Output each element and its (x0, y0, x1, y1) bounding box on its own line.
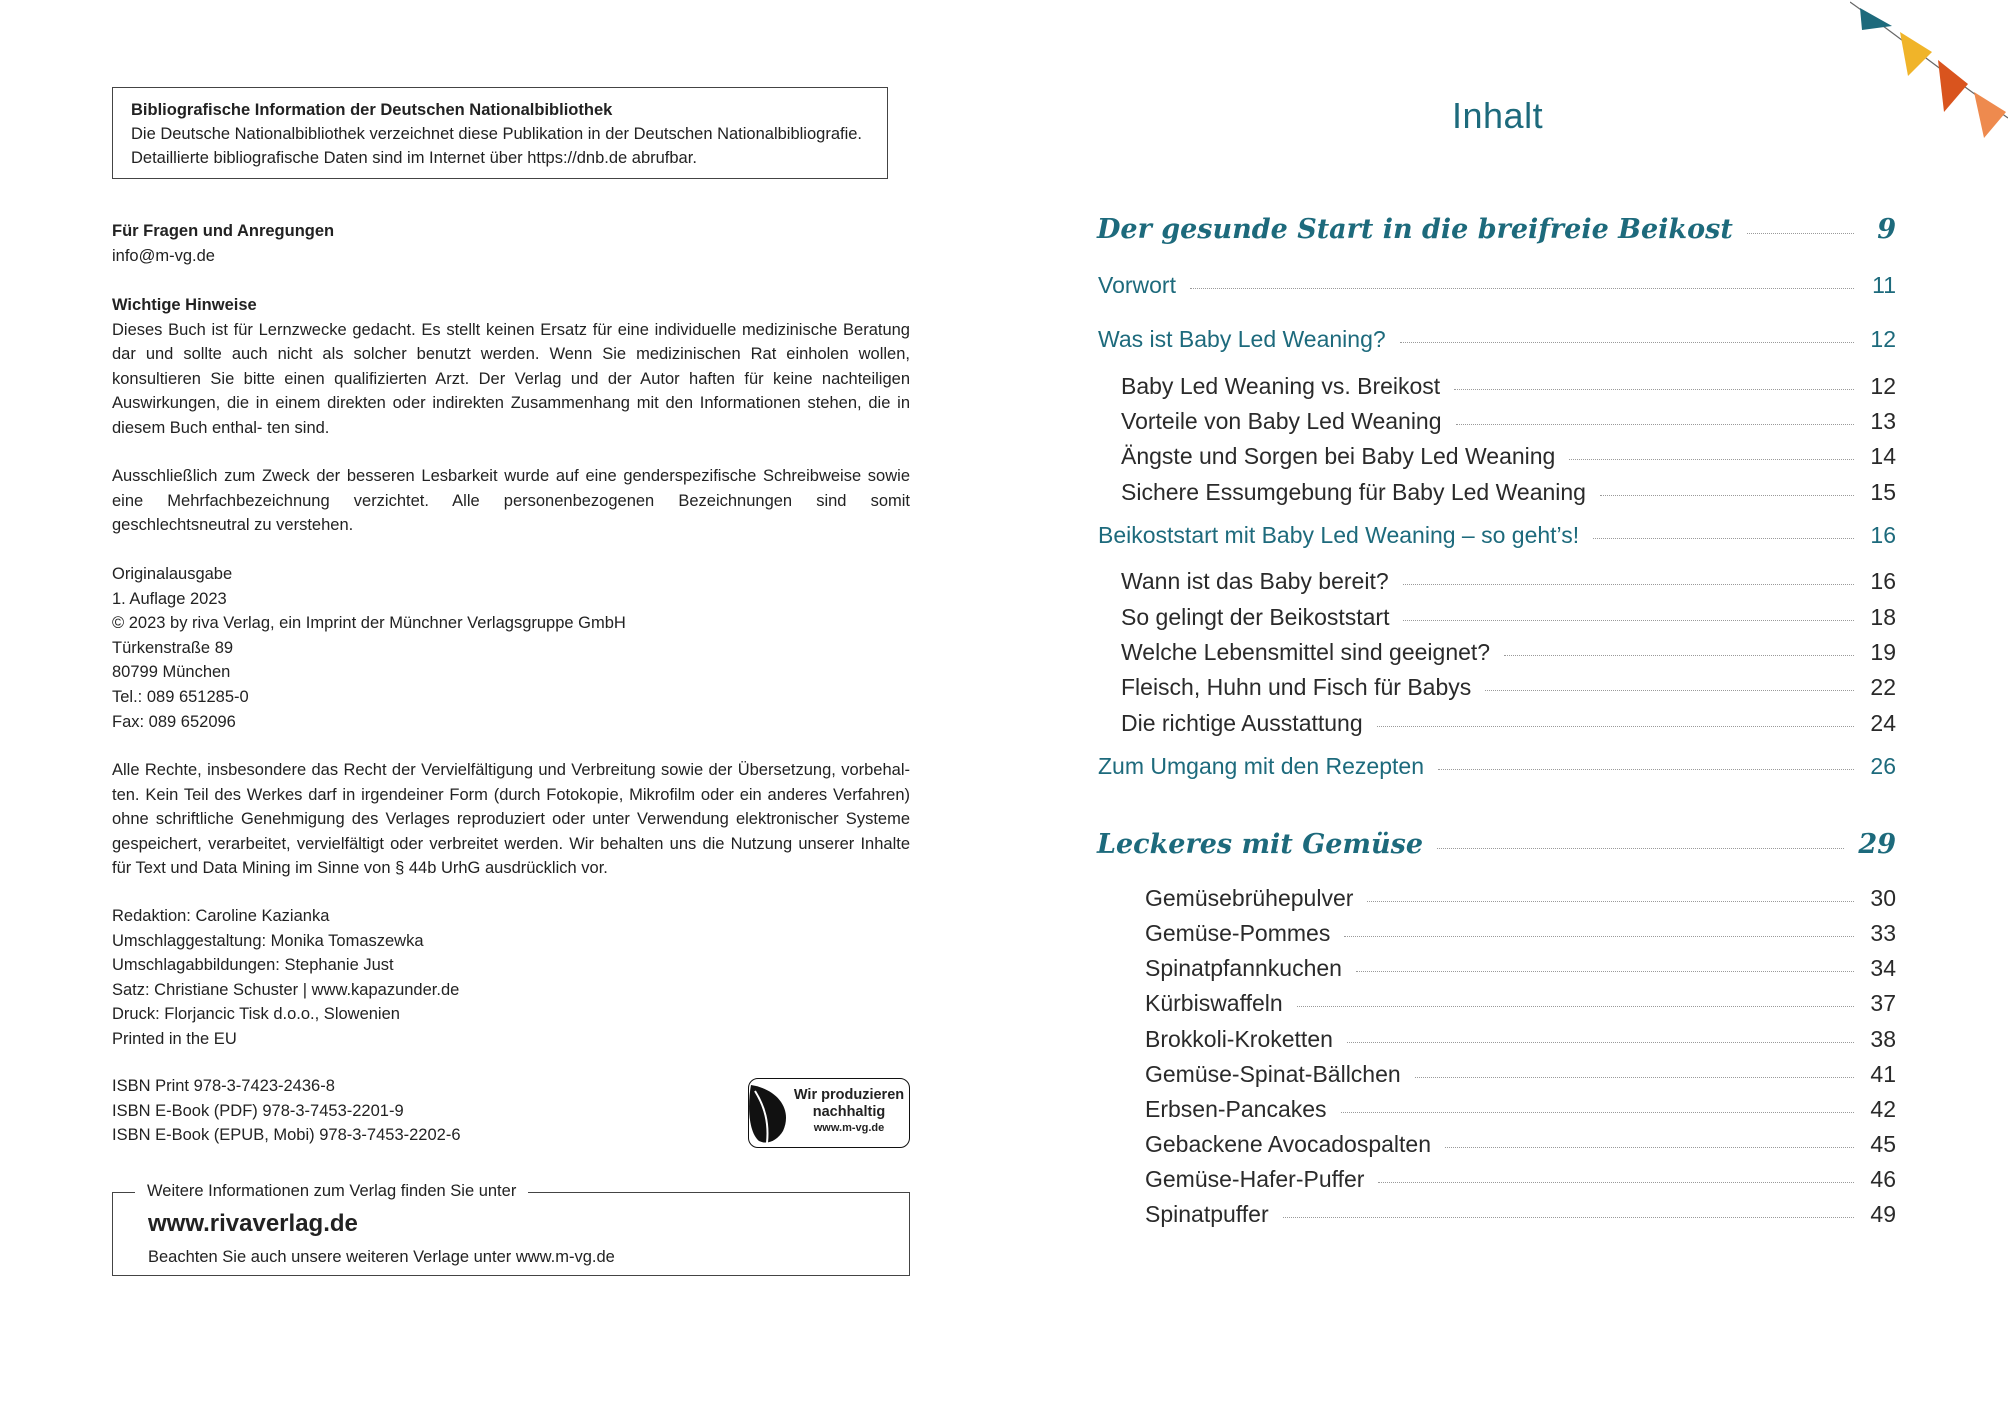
toc-page-number: 13 (1870, 408, 1896, 434)
toc-page-number: 33 (1870, 920, 1896, 946)
toc-page-number: 9 (1877, 214, 1896, 245)
toc-entry-title: Beikoststart mit Baby Led Weaning – so geht’s! (1098, 522, 1580, 548)
toc-page-number: 26 (1870, 753, 1896, 779)
toc-leader-dots (1378, 1182, 1854, 1183)
toc-leader-dots (1415, 1077, 1854, 1078)
toc-entry-title: Gemüse-Spinat-Bällchen (1145, 1061, 1401, 1087)
toc-entry-title: Baby Led Weaning vs. Breikost (1121, 373, 1441, 399)
toc-leader-dots (1377, 726, 1854, 727)
toc-entry-sub[interactable] (1121, 479, 1896, 506)
toc-entry-item[interactable] (1145, 955, 1896, 982)
toc-entry-sub[interactable] (1121, 674, 1896, 701)
toc-leader-dots (1400, 342, 1854, 343)
toc-entry-title: Spinatpfannkuchen (1145, 955, 1342, 981)
toc-entry-item[interactable] (1145, 1201, 1896, 1228)
toc-entry-item[interactable] (1145, 1131, 1896, 1158)
info-legend: Weitere Informationen zum Verlag finden Sie unter (135, 1179, 528, 1203)
notes-text: Dieses Buch ist für Lernzwecke gedacht. Es stellt keinen Ersatz für eine individuelle medizinische Beratung dar und sollte auch nicht als solcher benutzt werden. Wenn Sie medizinischen Rat einholen wollen, konsultieren Sie bitte einen qualifizierten Arzt. Der Verlag und der Autor haften für keine nachteiligen Auswirkungen, die in einem direkten oder indirekten Zusammenhang mit den Informationen stehen, die in diesem Buch enthal- ten sind. (112, 320, 910, 437)
contact-email: info@m-vg.de (112, 246, 215, 265)
gender-note-section (112, 464, 910, 538)
edition-line: Fax: 089 652096 (112, 712, 236, 731)
toc-leader-dots (1347, 1042, 1854, 1043)
credit-line: Umschlaggestaltung: Monika Tomaszewka (112, 931, 424, 950)
toc-entry-title: Wann ist das Baby bereit? (1121, 568, 1389, 594)
bunting-flag (1974, 92, 2006, 138)
notes-section (112, 293, 910, 441)
toc-entry-title: Vorteile von Baby Led Weaning (1121, 408, 1442, 434)
toc-entry-title: Was ist Baby Led Weaning? (1098, 326, 1386, 352)
toc-entry-title: Welche Lebensmittel sind geeignet? (1121, 639, 1491, 665)
edition-line: Originalausgabe (112, 565, 233, 583)
eco-logo-url: www.m-vg.de (813, 1122, 885, 1134)
toc-entry-sub[interactable] (1121, 443, 1896, 470)
eco-logo-line-1: Wir produzieren (793, 1087, 905, 1103)
toc-page-number: 19 (1870, 639, 1896, 665)
toc-page-number: 45 (1870, 1131, 1896, 1157)
toc-entry-title: Der gesunde Start in die breifreie Beikost (1097, 214, 1733, 245)
toc-leader-dots (1403, 584, 1854, 585)
edition-section (112, 562, 912, 734)
toc-entry-title: Gemüsebrühepulver (1145, 885, 1354, 911)
toc-entry-sub[interactable] (1121, 568, 1896, 595)
toc-leader-dots (1454, 389, 1854, 390)
toc-entry-item[interactable] (1145, 1096, 1896, 1123)
toc-entry-title: Zum Umgang mit den Rezepten (1098, 753, 1424, 779)
toc-entry-sub[interactable] (1121, 373, 1896, 400)
bibliographic-info-box (112, 87, 888, 179)
toc-leader-dots (1600, 495, 1854, 496)
toc-leader-dots (1341, 1112, 1854, 1113)
toc-entry-title: Gemüse-Hafer-Puffer (1145, 1166, 1365, 1192)
toc-page-number: 22 (1870, 674, 1896, 700)
toc-leader-dots (1356, 971, 1854, 972)
publisher-url[interactable]: www.rivaverlag.de (148, 1210, 358, 1237)
toc-entry-title: Sichere Essumgebung für Baby Led Weaning (1121, 479, 1586, 505)
toc-leader-dots (1445, 1147, 1854, 1148)
credit-line: Umschlagabbildungen: Stephanie Just (112, 956, 394, 975)
toc-entry-sub[interactable] (1121, 604, 1896, 631)
toc-entry-head[interactable] (1098, 753, 1896, 780)
toc-leader-dots (1297, 1006, 1854, 1007)
biblio-title: Bibliografische Information der Deutschen Nationalbibliothek (131, 101, 613, 119)
toc-entry-title: Erbsen-Pancakes (1145, 1096, 1327, 1122)
isbn-line: ISBN E-Book (EPUB, Mobi) 978-3-7453-2202-6 (112, 1126, 461, 1145)
toc-leader-dots (1747, 233, 1854, 234)
toc-page-number: 49 (1870, 1201, 1896, 1227)
contact-section (112, 219, 912, 268)
eco-logo-line-2: nachhaltig (812, 1104, 886, 1120)
toc-entry-title: Spinatpuffer (1145, 1201, 1269, 1227)
toc-entry-item[interactable] (1145, 990, 1896, 1017)
toc-page-number: 41 (1870, 1061, 1896, 1087)
toc-leader-dots (1593, 538, 1854, 539)
toc-leader-dots (1485, 690, 1854, 691)
gender-note: Ausschließlich zum Zweck der besseren Lesbarkeit wurde auf eine genderspezifische Schreibweise sowie eine Mehrfachbezeichnung verzichtet. Alle personenbezogenen Bezeichnungen sind somit geschlechtsneutral zu verstehen. (112, 467, 910, 535)
toc-entry-title: Brokkoli-Kroketten (1145, 1026, 1333, 1052)
credit-line: Printed in the EU (112, 1029, 237, 1048)
credit-line: Satz: Christiane Schuster | www.kapazunder.de (112, 980, 460, 999)
rights-text: Alle Rechte, insbesondere das Recht der Vervielfältigung und Verbreitung sowie der Übersetzung, vorbehal- ten. Kein Teil des Werkes darf in irgendeiner Form (durch Fotokopie, Mikrofilm oder ein anderes Verfahren) ohne schriftliche Genehmigung des Verlages reproduziert oder unter Verwendung elektronischer Systeme gespeichert, verarbeitet, vervielfältigt oder verbreitet werden. Wir behalten uns die Nutzung unserer Inhalte für Text und Data Mining im Sinne von § 44b UrhG ausdrücklich vor. (112, 761, 910, 878)
toc-page-number: 12 (1870, 373, 1896, 399)
toc-entry-item[interactable] (1145, 1166, 1896, 1193)
toc-entry-title: Leckeres mit Gemüse (1097, 829, 1424, 860)
toc-leader-dots (1283, 1217, 1854, 1218)
toc-entry-title: Gebackene Avocadospalten (1145, 1131, 1432, 1157)
publisher-info-box (112, 1182, 910, 1276)
toc-page-number: 14 (1870, 443, 1896, 469)
toc-leader-dots (1367, 901, 1854, 902)
toc-page-number: 24 (1870, 710, 1896, 736)
toc-page-number: 15 (1870, 479, 1896, 505)
toc-entry-title: Vorwort (1098, 272, 1176, 298)
toc-page-number: 11 (1872, 272, 1896, 298)
toc-page-number: 37 (1870, 990, 1896, 1016)
toc-entry-title: So gelingt der Beikoststart (1121, 604, 1390, 630)
toc-entry-sub[interactable] (1121, 710, 1896, 737)
toc-leader-dots (1569, 459, 1854, 460)
edition-line: Türkenstraße 89 (112, 638, 234, 657)
contact-heading: Für Fragen und Anregungen (112, 222, 335, 240)
edition-line: 1. Auflage 2023 (112, 589, 227, 608)
toc-page-number: 29 (1858, 829, 1896, 860)
toc-page-number: 46 (1870, 1166, 1896, 1192)
toc-page-number: 12 (1870, 326, 1896, 352)
toc-page-number: 38 (1870, 1026, 1896, 1052)
isbn-line: ISBN E-Book (PDF) 978-3-7453-2201-9 (112, 1101, 404, 1120)
edition-line: Tel.: 089 651285-0 (112, 687, 249, 706)
toc-leader-dots (1190, 288, 1854, 289)
info-note: Beachten Sie auch unsere weiteren Verlage unter www.m-vg.de (148, 1248, 615, 1266)
toc-page-number: 16 (1870, 568, 1896, 594)
toc-leader-dots (1437, 848, 1844, 849)
credits-section (112, 904, 912, 1052)
toc-entry-script[interactable] (1097, 829, 1896, 860)
toc-entry-script[interactable] (1097, 214, 1896, 245)
credit-line: Redaktion: Caroline Kazianka (112, 907, 330, 925)
toc-entry-title: Die richtige Ausstattung (1121, 710, 1363, 736)
toc-page-number: 18 (1870, 604, 1896, 630)
toc-entry-head[interactable] (1098, 272, 1896, 299)
credit-line: Druck: Florjancic Tisk d.o.o., Slowenien (112, 1005, 400, 1024)
toc-page-number: 30 (1870, 885, 1896, 911)
toc-entry-item[interactable] (1145, 1026, 1896, 1053)
rights-section (112, 758, 910, 881)
biblio-line-2: Detaillierte bibliografische Daten sind im Internet über https://dnb.de abrufbar. (131, 149, 697, 167)
toc-page-number: 42 (1870, 1096, 1896, 1122)
toc-entry-title: Ängste und Sorgen bei Baby Led Weaning (1121, 443, 1556, 469)
toc-entry-head[interactable] (1098, 522, 1896, 549)
toc-entry-sub[interactable] (1121, 408, 1896, 435)
toc-entry-item[interactable] (1145, 920, 1896, 947)
leaf-icon (747, 1077, 795, 1149)
toc-page-number: 34 (1870, 955, 1896, 981)
toc-entry-item[interactable] (1145, 1061, 1896, 1088)
toc-entry-title: Fleisch, Huhn und Fisch für Babys (1121, 674, 1472, 700)
toc-page-number: 16 (1870, 522, 1896, 548)
toc-entry-sub[interactable] (1121, 639, 1896, 666)
notes-heading: Wichtige Hinweise (112, 296, 257, 314)
toc-leader-dots (1456, 424, 1854, 425)
toc-leader-dots (1438, 769, 1854, 770)
toc-entry-item[interactable] (1145, 885, 1896, 912)
toc-leader-dots (1504, 655, 1854, 656)
bunting-decoration (1850, 0, 2008, 150)
toc-leader-dots (1344, 936, 1854, 937)
toc-entry-title: Kürbiswaffeln (1145, 990, 1283, 1016)
toc-title: Inhalt (1452, 95, 1544, 136)
bunting-flag (1938, 60, 1968, 112)
biblio-line-1: Die Deutsche Nationalbibliothek verzeichnet diese Publikation in der Deutschen Nationalbibliografie. (131, 125, 863, 143)
bunting-flag (1900, 32, 1932, 76)
bunting-flag (1860, 8, 1892, 30)
edition-line: 80799 München (112, 663, 231, 682)
edition-line: © 2023 by riva Verlag, ein Imprint der Münchner Verlagsgruppe GmbH (112, 614, 626, 633)
toc-entry-title: Gemüse-Pommes (1145, 920, 1331, 946)
toc-entry-head[interactable] (1098, 326, 1896, 353)
sustainability-logo (748, 1078, 910, 1148)
isbn-line: ISBN Print 978-3-7423-2436-8 (112, 1077, 335, 1095)
toc-leader-dots (1403, 620, 1854, 621)
